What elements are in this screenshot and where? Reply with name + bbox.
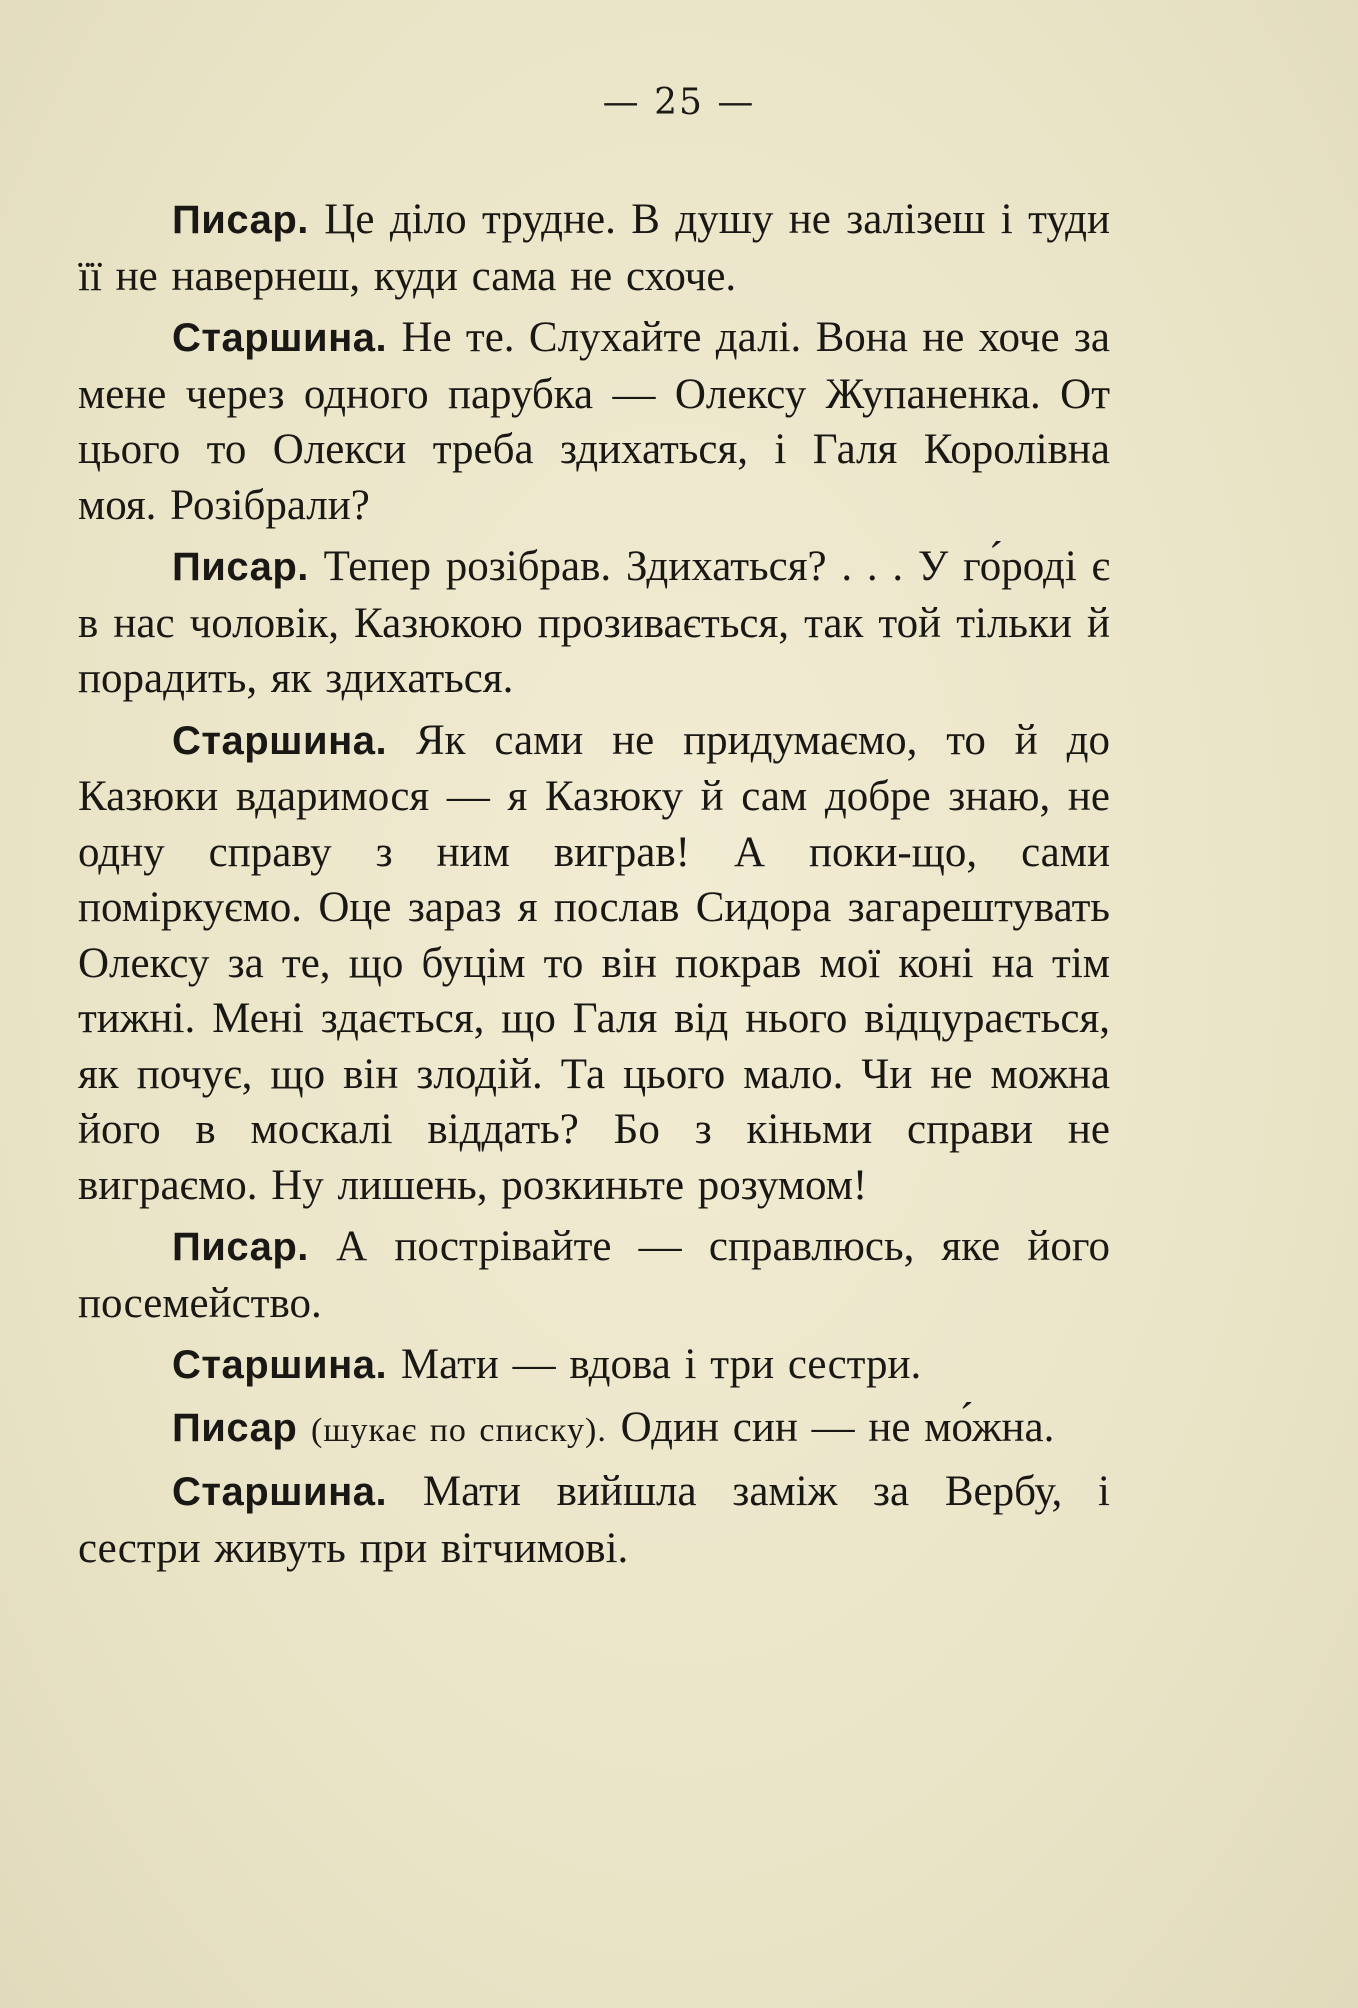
speaker-name: Писар. — [172, 1225, 309, 1269]
speaker-name: Старшина. — [172, 718, 388, 763]
speech-text: Мати вийшла заміж за Вербу, і сестри живуть при вітчимові. — [78, 1468, 1110, 1572]
stage-direction: (шукає по списку). — [311, 1411, 607, 1449]
speech-text: Це діло трудне. В душу не залізеш і туди її не навернеш, куди сама не схоче. — [78, 196, 1111, 300]
speech-text: Мати — вдова і три сестри. — [400, 1341, 922, 1388]
speech-text: Один син — не мо́жна. — [620, 1403, 1055, 1451]
speech-text: Тепер розібрав. Здихаться? . . . У го́роді є в нас чоловік, Казюкою прозивається, так той тільки й порадить, як здихаться. — [78, 543, 1111, 702]
speech-text: Як сами не придумаємо, то й до Казюки вдаримося — я Казюку й сам добре знаю, не одну справу з ним виграв! А поки-що, сами поміркуємо. Оце зараз я послав Сидора загарештувать Олексу за те, що буцім то він покрав мої коні на тім тижні. Мені здається, що Галя від нього відцурається, як почує, що він злодій. Та цього мало. Чи не можна його в москалі віддать? Бо з кіньми справи не виграємо. Ну лишень, розкиньте розумом! — [78, 716, 1110, 1209]
dialogue-paragraph — [78, 1400, 1110, 1459]
speaker-name: Писар — [172, 1405, 298, 1450]
dialogue-paragraph — [78, 1219, 1110, 1331]
speaker-name: Писар. — [172, 198, 309, 242]
speaker-name: Старшина. — [172, 1470, 388, 1514]
dialogue-paragraph — [78, 192, 1110, 304]
dialogue-paragraph — [78, 539, 1110, 707]
speaker-name: Писар. — [172, 545, 309, 589]
speech-text: А пострівайте — справлюсь, яке його посемейство. — [78, 1223, 1110, 1327]
speaker-name: Старшина. — [172, 316, 388, 360]
dialogue-paragraph — [78, 310, 1110, 533]
dialogue-text — [78, 192, 1110, 1582]
dialogue-paragraph — [78, 1337, 1110, 1394]
speaker-name: Старшина. — [172, 1343, 388, 1387]
page-number: — 25 — — [602, 82, 756, 123]
dialogue-paragraph — [78, 1464, 1110, 1576]
dialogue-paragraph — [78, 713, 1110, 1214]
speech-text: Не те. Слухайте далі. Вона не хоче за мене через одного парубка — Олексу Жупаненка. От цього то Олекси треба здихаться, і Галя Королівна моя. Розібрали? — [78, 314, 1111, 529]
